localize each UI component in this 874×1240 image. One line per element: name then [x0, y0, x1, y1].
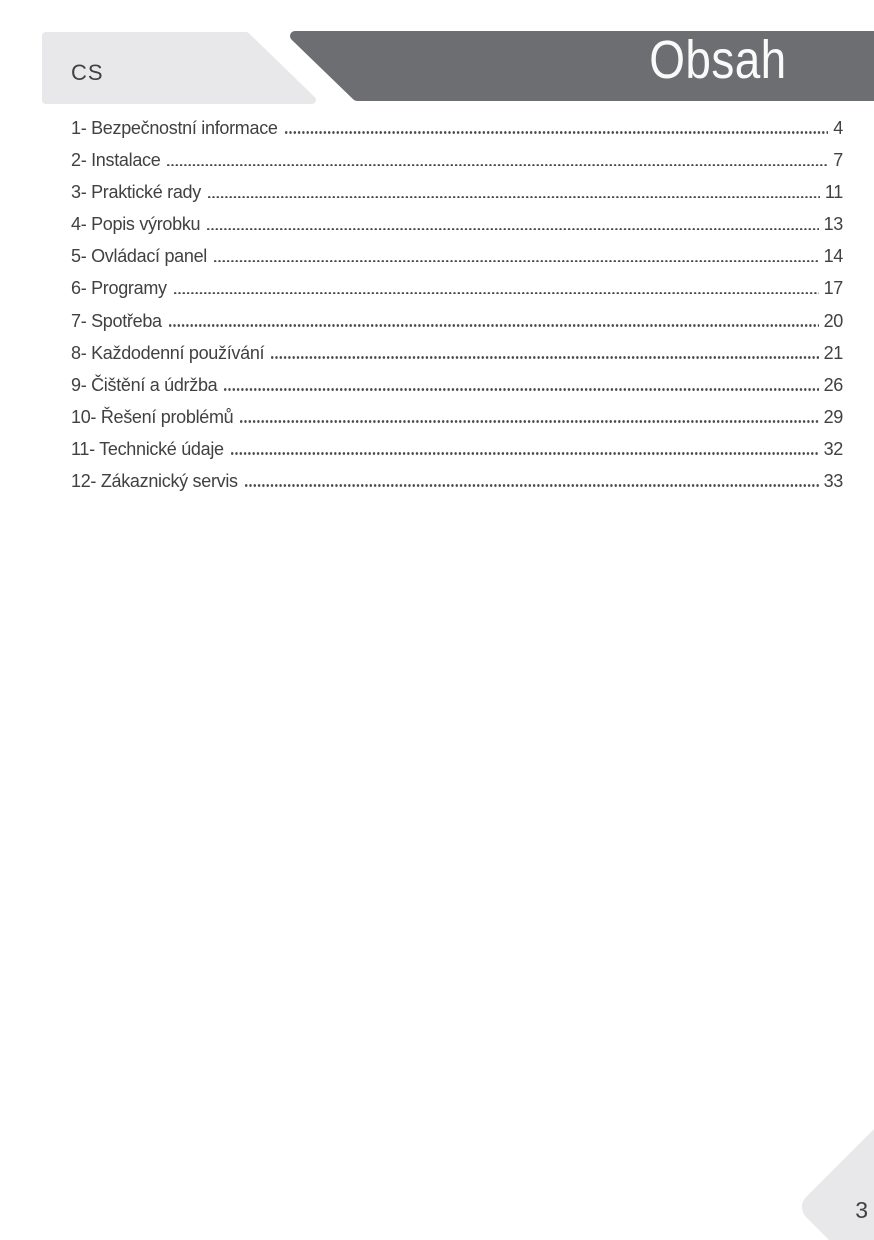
toc-entry-page: 4 — [833, 118, 843, 138]
toc-entry — [71, 112, 843, 144]
toc-entry-page: 29 — [823, 406, 843, 427]
page-number: 3 — [855, 1197, 868, 1223]
toc-entry-page: 11 — [824, 182, 843, 203]
toc-entry — [71, 208, 843, 240]
toc-dotted-leader — [271, 356, 818, 359]
toc-entry — [71, 176, 843, 208]
page-title: Obsah — [649, 30, 787, 90]
toc-entry — [71, 433, 843, 465]
toc-dotted-leader — [240, 420, 818, 423]
toc-dotted-leader — [174, 292, 819, 295]
toc-dotted-leader — [245, 484, 819, 487]
toc-entry — [71, 272, 843, 304]
toc-entry — [71, 305, 843, 337]
toc-entry — [71, 465, 843, 497]
toc-entry-label: 2- Instalace — [71, 150, 161, 171]
toc-entry-label: 10- Řešení problémů — [71, 406, 234, 427]
language-code: CS — [71, 60, 104, 85]
toc-dotted-leader — [214, 260, 819, 263]
toc-entry-label: 5- Ovládací panel — [71, 246, 207, 267]
toc-dotted-leader — [208, 196, 820, 199]
table-of-contents — [71, 112, 843, 497]
toc-entry-label: 7- Spotřeba — [71, 310, 162, 331]
toc-entry-page: 20 — [823, 310, 843, 331]
toc-entry-page: 26 — [823, 374, 843, 395]
toc-entry-page: 7 — [833, 150, 843, 171]
toc-entry — [71, 337, 843, 369]
toc-dotted-leader — [169, 324, 819, 327]
toc-dotted-leader — [167, 164, 828, 167]
toc-entry — [71, 401, 843, 433]
toc-entry-label: 11- Technické údaje — [71, 438, 224, 459]
toc-entry — [71, 144, 843, 176]
toc-entry-page: 13 — [823, 214, 843, 235]
toc-entry-page: 17 — [823, 278, 843, 299]
title-banner-shape — [295, 36, 874, 96]
toc-dotted-leader — [207, 228, 818, 231]
toc-dotted-leader — [285, 131, 829, 134]
toc-entry-label: 4- Popis výrobku — [71, 214, 201, 235]
toc-entry-page: 33 — [823, 471, 843, 492]
toc-entry-page: 32 — [823, 438, 843, 459]
toc-entry-label: 12- Zákaznický servis — [71, 471, 238, 492]
toc-entry-page: 21 — [823, 342, 843, 363]
toc-entry — [71, 369, 843, 401]
toc-entry-label: 6- Programy — [71, 278, 167, 299]
toc-entry-label: 8- Každodenní používání — [71, 342, 265, 363]
toc-entry-label: 1- Bezpečnostní informace — [71, 118, 278, 138]
toc-dotted-leader — [231, 452, 819, 455]
toc-entry-label: 9- Čištění a údržba — [71, 374, 218, 395]
toc-entry — [71, 240, 843, 272]
toc-dotted-leader — [224, 388, 818, 391]
toc-entry-label: 3- Praktické rady — [71, 182, 201, 203]
toc-entry-page: 14 — [823, 246, 843, 267]
